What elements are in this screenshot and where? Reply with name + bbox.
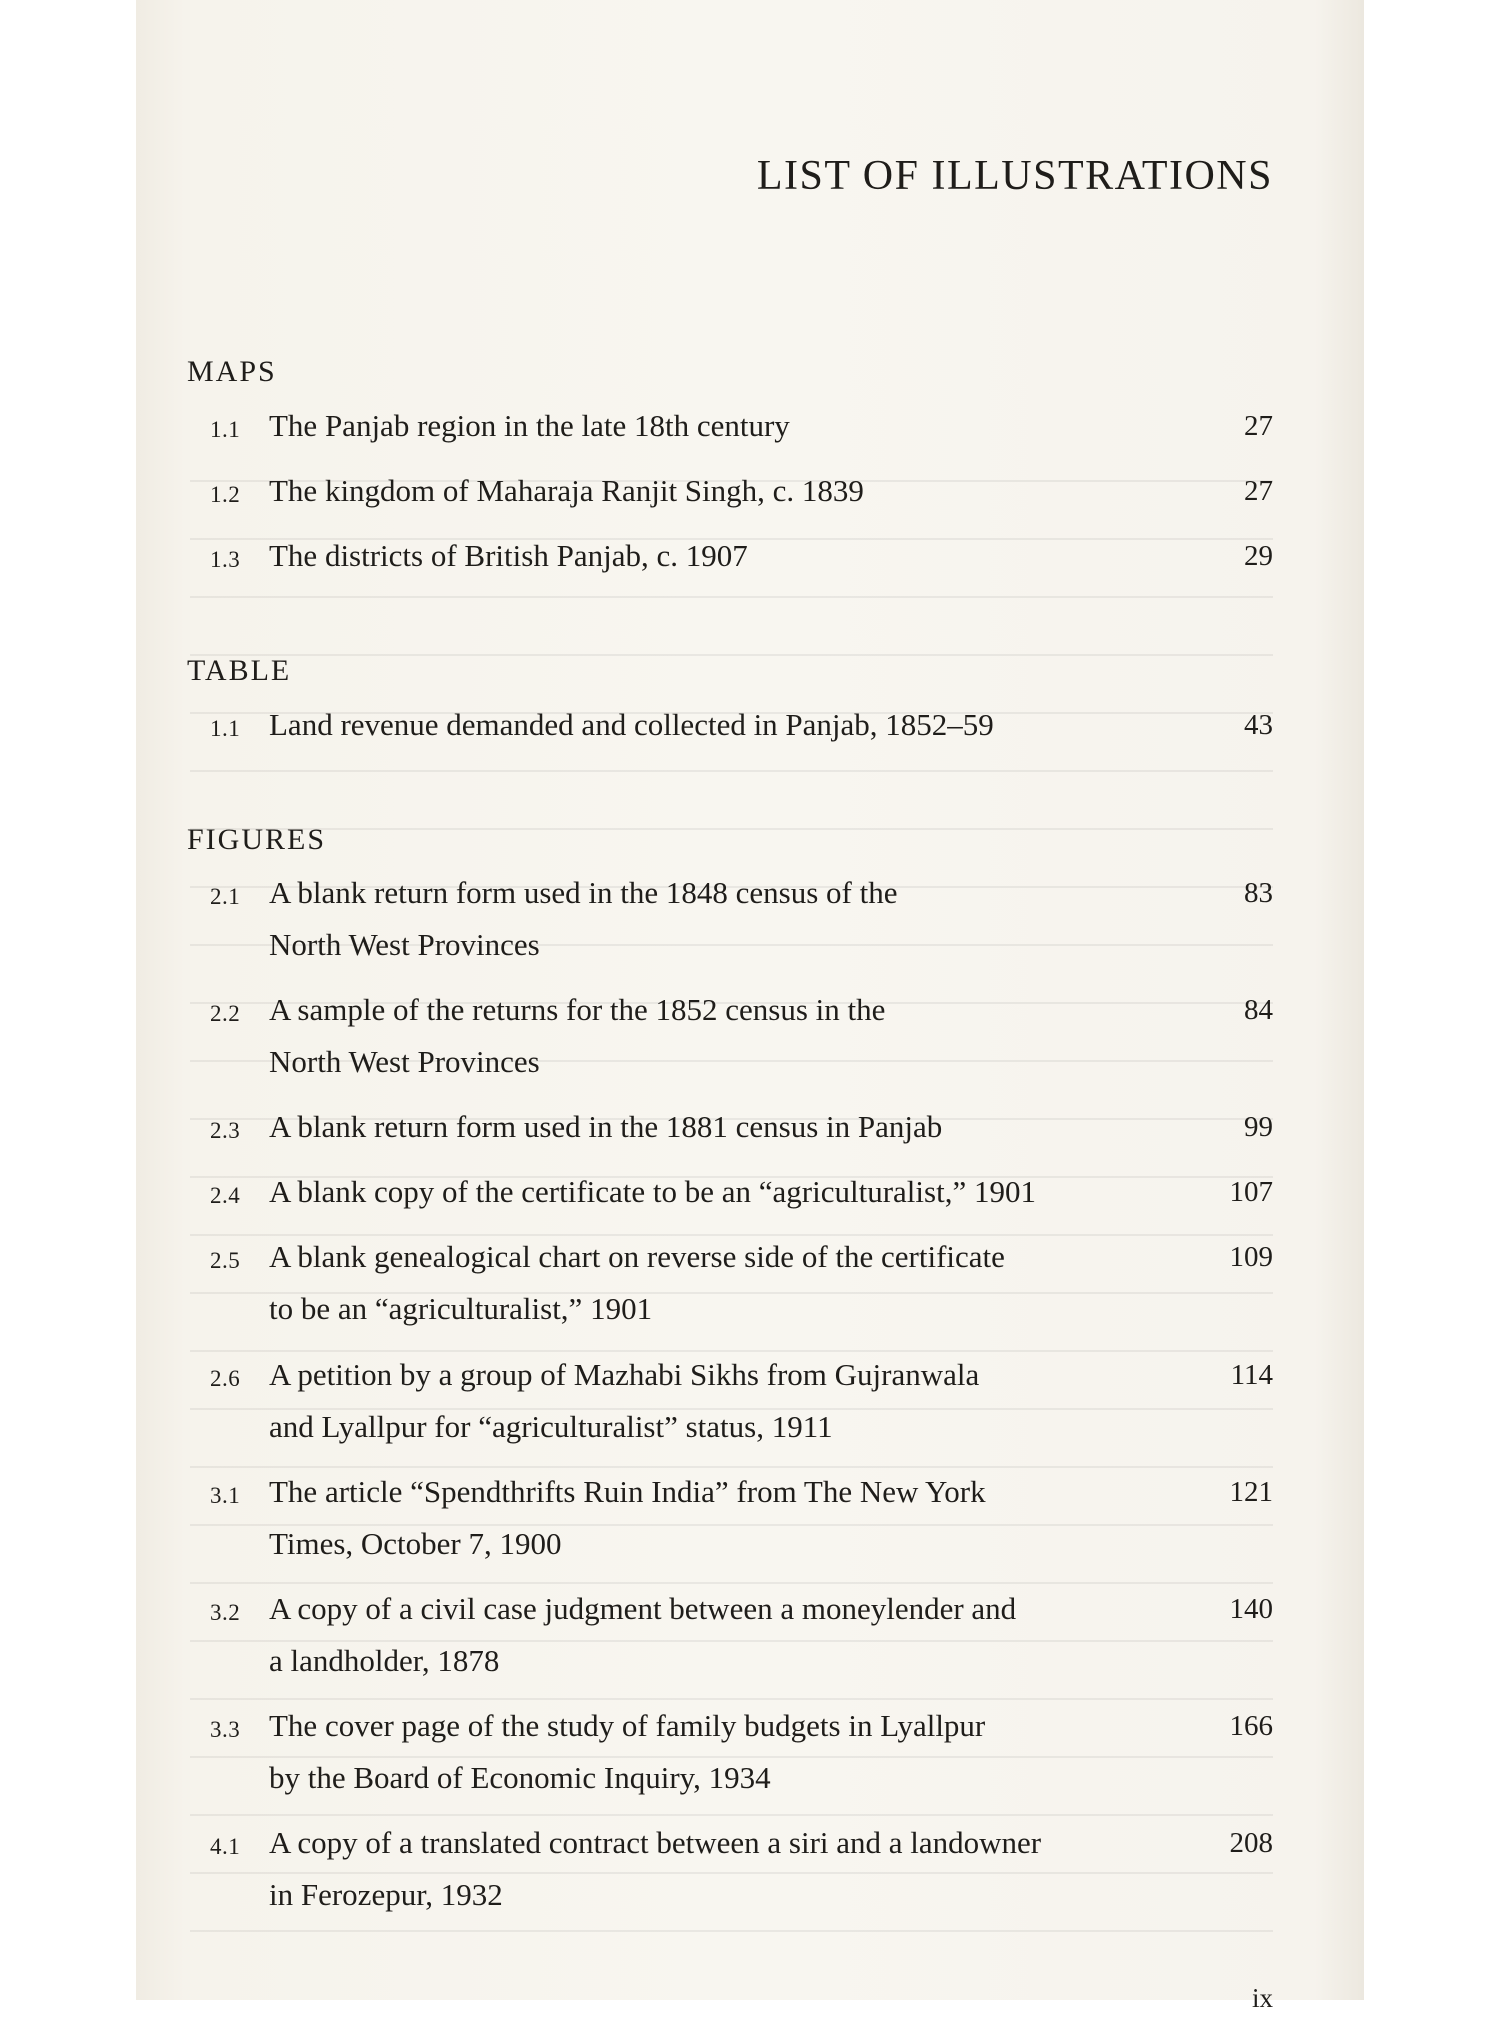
entry-number: 3.1: [210, 1483, 241, 1508]
page-title: LIST OF ILLUSTRATIONS: [756, 153, 1273, 199]
entry-caption: The article “Spendthrifts Ruin India” from The New York Times, October 7, 1900: [269, 1474, 986, 1561]
entry-page-number: 114: [1230, 1359, 1273, 1391]
entry-number: 3.3: [210, 1717, 241, 1742]
entry-page-number: 83: [1244, 877, 1273, 909]
entry-number: 4.1: [210, 1834, 241, 1859]
entry-page-number: 27: [1244, 475, 1273, 507]
entry-number: 2.4: [210, 1183, 241, 1208]
entry-page-number: 84: [1244, 994, 1273, 1026]
entry-page-number: 43: [1244, 709, 1273, 741]
entry-page-number: 27: [1244, 410, 1273, 442]
entry-caption: The Panjab region in the late 18th century: [269, 408, 790, 443]
entry-number: 2.1: [210, 884, 241, 909]
entry-number: 1.1: [210, 417, 241, 442]
entry-caption: Land revenue demanded and collected in Panjab, 1852–59: [269, 707, 994, 742]
entry-caption: The cover page of the study of family budgets in Lyallpur by the Board of Economic Inquiry, 1934: [269, 1708, 986, 1795]
entry-page-number: 121: [1229, 1476, 1273, 1508]
entry-number: 2.5: [210, 1248, 241, 1273]
entry-caption: A sample of the returns for the 1852 census in the North West Provinces: [269, 992, 886, 1079]
entry-number: 2.6: [210, 1366, 241, 1391]
entry-page-number: 140: [1229, 1593, 1273, 1625]
entry-caption: The districts of British Panjab, c. 1907: [269, 538, 748, 573]
entry-number: 1.3: [210, 547, 241, 572]
entry-caption: A petition by a group of Mazhabi Sikhs from Gujranwala and Lyallpur for “agriculturalist” status, 1911: [269, 1357, 980, 1444]
entry-page-number: 208: [1229, 1827, 1273, 1859]
section-heading-table: TABLE: [187, 654, 292, 687]
entry-number: 3.2: [210, 1600, 241, 1625]
entry-caption: A copy of a translated contract between a siri and a landowner in Ferozepur, 1932: [269, 1825, 1042, 1912]
entry-page-number: 29: [1244, 540, 1273, 572]
section-heading-figures: FIGURES: [187, 823, 327, 856]
entry-page-number: 166: [1229, 1710, 1273, 1742]
entry-number: 2.2: [210, 1001, 241, 1026]
entry-page-number: 107: [1229, 1176, 1273, 1208]
entry-page-number: 109: [1229, 1241, 1273, 1273]
entry-number: 1.2: [210, 482, 241, 507]
entry-caption: A blank copy of the certificate to be an “agriculturalist,” 1901: [269, 1174, 1036, 1209]
entry-caption: A blank return form used in the 1881 census in Panjab: [269, 1109, 943, 1144]
entry-number: 1.1: [210, 716, 241, 741]
entry-caption: A blank genealogical chart on reverse side of the certificate to be an “agriculturalist,” 1901: [269, 1239, 1005, 1326]
section-heading-maps: MAPS: [187, 355, 277, 388]
entry-caption: A copy of a civil case judgment between a moneylender and a landholder, 1878: [269, 1591, 1017, 1678]
entry-caption: A blank return form used in the 1848 census of the North West Provinces: [269, 875, 898, 962]
entry-caption: The kingdom of Maharaja Ranjit Singh, c. 1839: [269, 473, 864, 508]
page-number: ix: [1251, 1983, 1273, 2013]
entry-page-number: 99: [1244, 1111, 1273, 1143]
entry-number: 2.3: [210, 1118, 241, 1143]
